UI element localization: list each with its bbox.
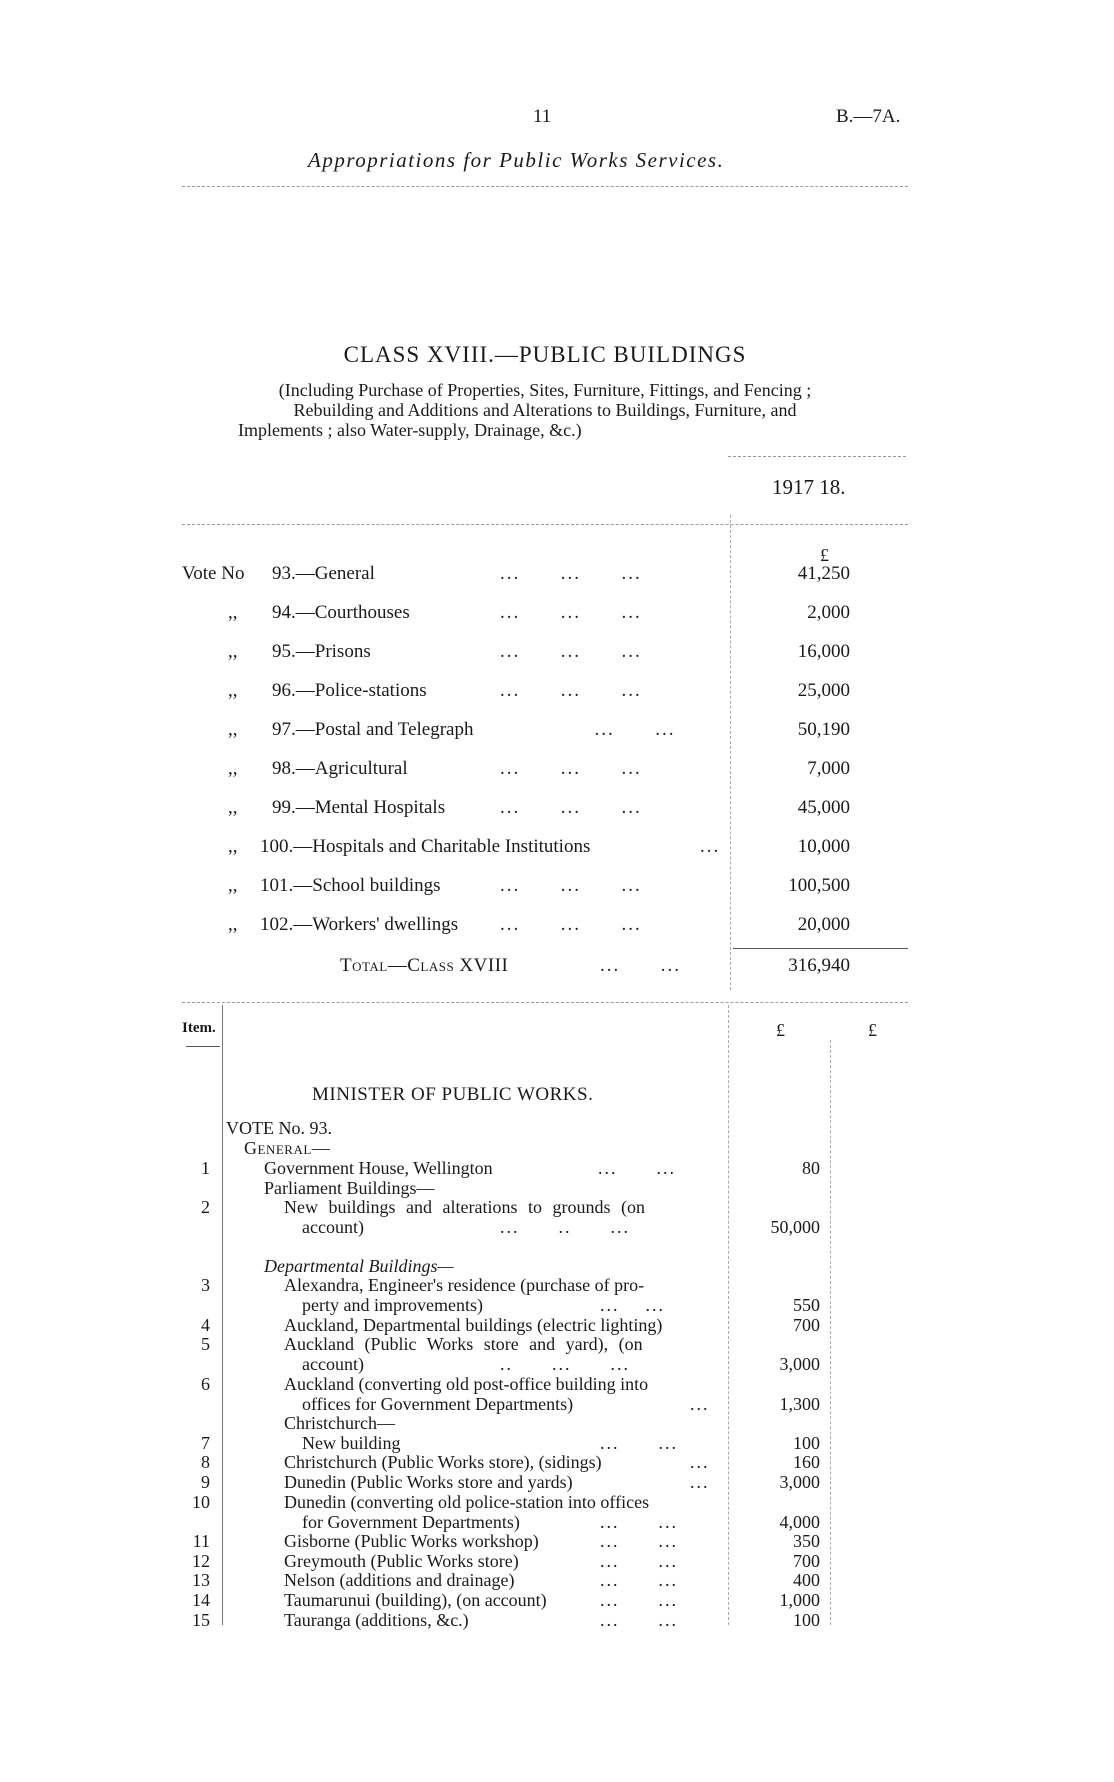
leader-dots: ... ... bbox=[600, 1610, 678, 1630]
item-amount: 80 bbox=[802, 1158, 820, 1178]
leader-dots: ... ... bbox=[600, 1551, 678, 1571]
amount1-column-divider bbox=[728, 1005, 729, 1625]
vote-amount: 100,500 bbox=[788, 875, 850, 896]
vote-prefix: ,, bbox=[228, 719, 238, 740]
class-subtitle-line-3: Implements ; also Water-supply, Drainage, &c.) bbox=[238, 420, 582, 440]
vote-label: 99.—Mental Hospitals bbox=[272, 797, 446, 818]
leader-dots: ... ... ... bbox=[500, 914, 642, 935]
item-number: 13 bbox=[192, 1570, 210, 1590]
vote-amount: 20,000 bbox=[797, 914, 850, 935]
vote-label: 97.—Postal and Telegraph bbox=[272, 719, 474, 740]
item-number: 7 bbox=[201, 1433, 210, 1453]
leader-dots: ... bbox=[700, 836, 721, 857]
item-description: Dunedin (converting old police-station into offices bbox=[284, 1492, 650, 1512]
item-amount: 1,300 bbox=[779, 1394, 820, 1414]
vote-amount: 41,250 bbox=[797, 563, 850, 584]
vote-label: 95.—Prisons bbox=[272, 641, 371, 662]
amount2-column-divider bbox=[830, 1040, 831, 1625]
vote-heading: VOTE No. 93. bbox=[226, 1118, 332, 1138]
item-amount: 100 bbox=[793, 1433, 820, 1453]
item-description-cont: offices for Government Departments) bbox=[302, 1394, 574, 1414]
vote-prefix: ,, bbox=[228, 641, 238, 662]
leader-dots: ... .. ... bbox=[500, 1217, 630, 1237]
vote-label: 96.—Police-stations bbox=[272, 680, 427, 701]
item-number: 5 bbox=[201, 1334, 210, 1354]
item-amount: 550 bbox=[793, 1295, 820, 1315]
leader-dots: ... bbox=[690, 1452, 710, 1472]
leader-dots: ... ... ... bbox=[500, 680, 642, 701]
leader-dots: ... ... ... bbox=[500, 563, 642, 584]
item-description: Taumarunui (building), (on account) bbox=[284, 1590, 547, 1610]
vote-label: 100.—Hospitals and Charitable Institutions bbox=[260, 836, 591, 857]
vote-prefix: ,, bbox=[228, 797, 238, 818]
parliament-heading: Parliament Buildings— bbox=[264, 1178, 435, 1198]
item-description-cont: account) bbox=[302, 1354, 364, 1374]
leader-dots: ... ... bbox=[600, 1433, 678, 1453]
vote-prefix: ,, bbox=[228, 680, 238, 701]
amount-header-2: £ bbox=[868, 1020, 877, 1040]
vote-amount: 7,000 bbox=[807, 758, 850, 779]
vote-label: 98.—Agricultural bbox=[272, 758, 408, 779]
item-amount: 4,000 bbox=[779, 1512, 820, 1532]
item-description-cont: account) bbox=[302, 1217, 364, 1237]
vote-prefix: ,, bbox=[228, 875, 238, 896]
item-number: 9 bbox=[201, 1472, 210, 1492]
item-number: 10 bbox=[192, 1492, 210, 1512]
item-amount: 350 bbox=[793, 1531, 820, 1551]
minister-heading: MINISTER OF PUBLIC WORKS. bbox=[312, 1084, 594, 1105]
item-amount: 160 bbox=[793, 1452, 820, 1472]
vote-label: 94.—Courthouses bbox=[272, 602, 410, 623]
page-number: 11 bbox=[533, 106, 552, 127]
item-description: New buildings and alterations to grounds (on bbox=[284, 1197, 645, 1217]
leader-dots: ... ... ... bbox=[500, 875, 642, 896]
total-label: Total—Class XVIII bbox=[340, 955, 509, 976]
leader-dots: ... ... ... bbox=[500, 758, 642, 779]
item-number: 14 bbox=[192, 1590, 210, 1610]
leader-dots: ... ... ... bbox=[500, 641, 642, 662]
leader-dots: ... ... ... bbox=[500, 797, 642, 818]
class-title: CLASS XVIII.—PUBLIC BUILDINGS bbox=[343, 342, 747, 367]
item-description: Gisborne (Public Works workshop) bbox=[284, 1531, 539, 1551]
item-amount: 400 bbox=[793, 1570, 820, 1590]
item-description: Government House, Wellington bbox=[264, 1158, 493, 1178]
item-number: 15 bbox=[192, 1610, 210, 1630]
amount-column-divider bbox=[730, 515, 731, 990]
vote-amount: 16,000 bbox=[797, 641, 850, 662]
class-subtitle-line-2: Rebuilding and Additions and Alterations to Buildings, Furniture, and bbox=[293, 400, 797, 420]
leader-dots: ... bbox=[690, 1472, 710, 1492]
leader-dots: ... ... bbox=[598, 1158, 676, 1178]
departmental-heading: Departmental Buildings— bbox=[264, 1256, 454, 1276]
item-amount: 50,000 bbox=[770, 1217, 820, 1237]
item-description: Auckland (Public Works store and yard), (on bbox=[284, 1334, 643, 1354]
leader-dots: ... ... bbox=[600, 1295, 665, 1315]
item-number: 2 bbox=[201, 1197, 210, 1217]
item-description: Alexandra, Engineer's residence (purchase of pro- bbox=[284, 1275, 645, 1295]
item-header-rule bbox=[186, 1046, 220, 1047]
total-rule bbox=[733, 948, 908, 949]
item-description: Auckland (converting old post-office building into bbox=[284, 1374, 649, 1394]
year-rule bbox=[182, 524, 908, 525]
item-amount: 1,000 bbox=[779, 1590, 820, 1610]
amount-header-1: £ bbox=[776, 1020, 785, 1040]
currency-symbol: £ bbox=[820, 545, 829, 565]
vote-prefix: Vote No bbox=[182, 563, 245, 584]
item-amount: 100 bbox=[793, 1610, 820, 1630]
leader-dots: ... bbox=[690, 1394, 710, 1414]
item-description: Auckland, Departmental buildings (electric lighting) bbox=[284, 1315, 663, 1335]
vote-label: 101.—School buildings bbox=[260, 875, 441, 896]
year-heading: 1917 18. bbox=[772, 475, 846, 499]
item-description: Tauranga (additions, &c.) bbox=[284, 1610, 469, 1630]
item-amount: 700 bbox=[793, 1551, 820, 1571]
item-description: Dunedin (Public Works store and yards) bbox=[284, 1472, 573, 1492]
item-number: 4 bbox=[201, 1315, 210, 1335]
subtitle-rule bbox=[728, 456, 906, 457]
page-title: Appropriations for Public Works Services. bbox=[308, 148, 725, 172]
item-amount: 3,000 bbox=[779, 1472, 820, 1492]
vote-label: 93.—General bbox=[272, 563, 375, 584]
item-description: Christchurch (Public Works store), (sidings) bbox=[284, 1452, 602, 1472]
leader-dots: ... ... bbox=[600, 1570, 678, 1590]
class-subtitle-line-1: (Including Purchase of Properties, Sites, Furniture, Fittings, and Fencing ; bbox=[278, 380, 812, 400]
item-description: Greymouth (Public Works store) bbox=[284, 1551, 519, 1571]
vote-amount: 25,000 bbox=[797, 680, 850, 701]
leader-dots: ... ... bbox=[600, 1512, 678, 1532]
item-number: 8 bbox=[201, 1452, 210, 1472]
leader-dots: ... ... bbox=[500, 719, 676, 740]
item-amount: 3,000 bbox=[779, 1354, 820, 1374]
vote-prefix: ,, bbox=[228, 914, 238, 935]
item-number: 11 bbox=[192, 1531, 210, 1551]
item-description-cont: perty and improvements) bbox=[302, 1295, 483, 1315]
item-number: 3 bbox=[201, 1275, 210, 1295]
section-heading: General— bbox=[244, 1138, 331, 1158]
item-number: 6 bbox=[201, 1374, 210, 1394]
item-amount: 700 bbox=[793, 1315, 820, 1335]
vote-prefix: ,, bbox=[228, 758, 238, 779]
item-column-divider bbox=[222, 1005, 223, 1625]
total-amount: 316,940 bbox=[788, 955, 850, 976]
header-rule bbox=[182, 186, 908, 187]
item-number: 1 bbox=[201, 1158, 210, 1178]
leader-dots: ... ... ... bbox=[500, 602, 642, 623]
leader-dots: ... ... bbox=[600, 955, 681, 976]
leader-dots: .. ... ... bbox=[500, 1354, 630, 1374]
document-reference: B.—7A. bbox=[836, 106, 901, 127]
item-number: 12 bbox=[192, 1551, 210, 1571]
vote-amount: 45,000 bbox=[797, 797, 850, 818]
item-description: Nelson (additions and drainage) bbox=[284, 1570, 515, 1590]
vote-amount: 2,000 bbox=[807, 602, 850, 623]
item-description: New building bbox=[302, 1433, 401, 1453]
vote-prefix: ,, bbox=[228, 602, 238, 623]
item-column-header: Item. bbox=[182, 1020, 216, 1036]
item-description-cont: for Government Departments) bbox=[302, 1512, 520, 1532]
vote-prefix: ,, bbox=[228, 836, 238, 857]
vote-label: 102.—Workers' dwellings bbox=[260, 914, 459, 935]
christchurch-heading: Christchurch— bbox=[284, 1413, 395, 1433]
leader-dots: ... ... bbox=[600, 1590, 678, 1610]
vote-amount: 10,000 bbox=[797, 836, 850, 857]
leader-dots: ... ... bbox=[600, 1531, 678, 1551]
vote-amount: 50,190 bbox=[797, 719, 850, 740]
votes-bottom-rule bbox=[182, 1002, 908, 1003]
